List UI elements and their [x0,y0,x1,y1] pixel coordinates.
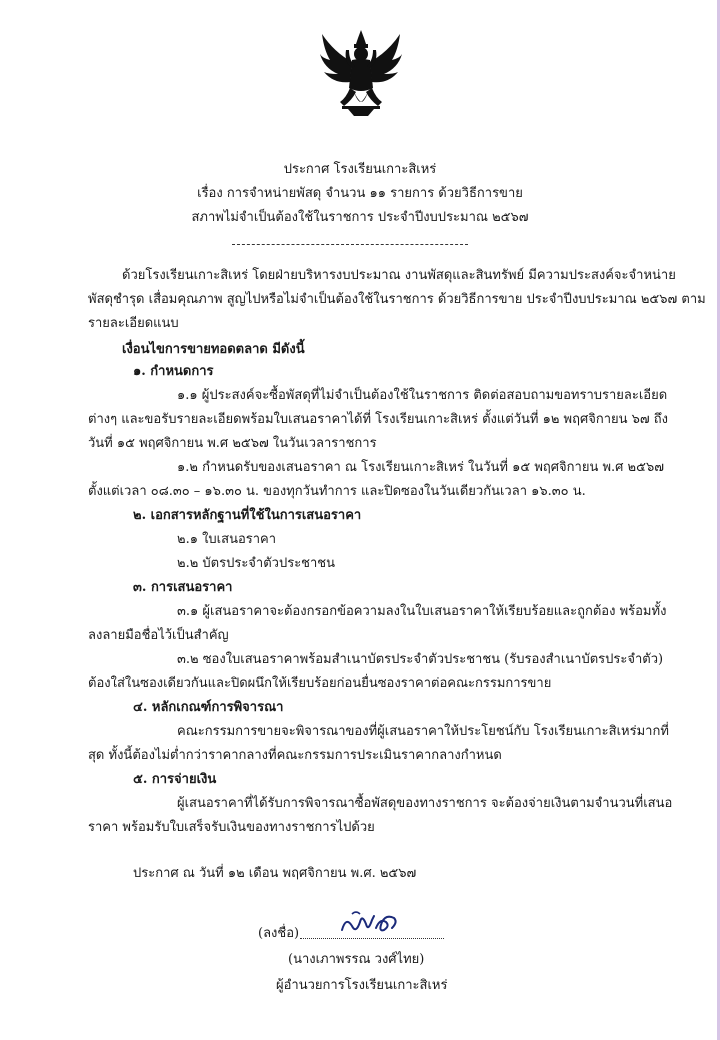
announcement-subject-cont: สภาพไม่จำเป็นต้องใช้ในราชการ ประจำปีงบประมาณ ๒๕๖๗ [191,210,529,225]
sign-label: (ลงชื่อ) [258,926,300,941]
announcement-title: ประกาศ โรงเรียนเกาะสิเหร่ [283,162,437,177]
section-4-heading: ๔. หลักเกณฑ์การพิจารณา [133,700,284,715]
section-5-line-2: ราคา พร้อมรับใบเสร็จรับเงินของทางราชการไปด้วย [88,820,375,835]
signer-name: (นางเภาพรรณ วงศ์ไทย) [288,952,425,967]
section-3-2-line-1: ๓.๒ ซองใบเสนอราคาพร้อมสำเนาบัตรประจำตัวประชาชน (รับรองสำเนาบัตรประจำตัว) [177,652,664,667]
handwritten-signature [338,908,408,938]
section-1-2-line-2: ตั้งแต่เวลา ๐๘.๓๐ – ๑๖.๓๐ น. ของทุกวันทำการ และปิดซองในวันเดียวกันเวลา ๑๖.๓๐ น. [88,484,586,499]
section-2-heading: ๒. เอกสารหลักฐานที่ใช้ในการเสนอราคา [133,508,362,523]
section-1-1-line-3: วันที่ ๑๕ พฤศจิกายน พ.ศ ๒๕๖๗ ในวันเวลาราชการ [88,436,377,451]
section-2-item-1: ๒.๑ ใบเสนอราคา [177,532,277,547]
section-3-1-line-2: ลงลายมือชื่อไว้เป็นสำคัญ [88,628,229,643]
section-5-heading: ๕. การจ่ายเงิน [133,772,217,787]
section-4-line-2: สุด ทั้งนี้ต้องไม่ต่ำกว่าราคากลางที่คณะกรรมการประเมินราคากลางกำหนด [88,748,502,763]
section-1-2-line-1: ๑.๒ กำหนดรับของเสนอราคา ณ โรงเรียนเกาะสิเหร่ ในวันที่ ๑๕ พฤศจิกายน พ.ศ ๒๕๖๗ [177,460,664,475]
section-4-line-1: คณะกรรมการขายจะพิจารณาของที่ผู้เสนอราคาให้ประโยชน์กับ โรงเรียนเกาะสิเหร่มากที่ [177,724,669,739]
garuda-emblem-icon [318,28,404,120]
intro-line-1: ด้วยโรงเรียนเกาะสิเหร่ โดยฝ่ายบริหารงบประมาณ งานพัสดุและสินทรัพย์ มีความประสงค์จะจำหน่าย [122,268,676,283]
conditions-heading: เงื่อนไขการขายทอดตลาด มีดังนี้ [122,342,305,357]
section-1-1-line-1: ๑.๑ ผู้ประสงค์จะซื้อพัสดุที่ไม่จำเป็นต้องใช้ในราชการ ติดต่อสอบถามขอทราบรายละเอียด [177,388,668,403]
header-divider [232,244,468,245]
section-3-heading: ๓. การเสนอราคา [133,580,233,595]
section-1-1-line-2: ต่างๆ และขอรับรายละเอียดพร้อมใบเสนอราคาได้ที่ โรงเรียนเกาะสิเหร่ ตั้งแต่วันที่ ๑๒ พฤศจิกายน ๖๗ ถึง [88,412,669,427]
section-1-heading: ๑. กำหนดการ [133,364,214,379]
section-3-2-line-2: ต้องใส่ในซองเดียวกันและปิดผนึกให้เรียบร้อยก่อนยื่นซองราคาต่อคณะกรรมการขาย [88,676,552,691]
intro-line-3: รายละเอียดแนบ [88,316,179,331]
intro-line-2: พัสดุชำรุด เสื่อมคุณภาพ สูญไปหรือไม่จำเป็นต้องใช้ในราชการ ด้วยวิธีการขาย ประจำปีงบประมาณ ๒๕๖๗ ตาม [88,292,706,307]
signer-position: ผู้อำนวยการโรงเรียนเกาะสิเหร่ [276,978,448,993]
announcement-subject: เรื่อง การจำหน่ายพัสดุ จำนวน ๑๑ รายการ ด้วยวิธีการขาย [197,186,523,201]
signature-line [300,938,444,939]
section-5-line-1: ผู้เสนอราคาที่ได้รับการพิจารณาซื้อพัสดุของทางราชการ จะต้องจ่ายเงินตามจำนวนที่เสนอ [177,796,673,811]
announcement-date: ประกาศ ณ วันที่ ๑๒ เดือน พฤศจิกายน พ.ศ. ๒๕๖๗ [133,866,417,881]
section-2-item-2: ๒.๒ บัตรประจำตัวประชาชน [177,556,336,571]
section-3-1-line-1: ๓.๑ ผู้เสนอราคาจะต้องกรอกข้อความลงในใบเสนอราคาให้เรียบร้อยและถูกต้อง พร้อมทั้ง [177,604,667,619]
